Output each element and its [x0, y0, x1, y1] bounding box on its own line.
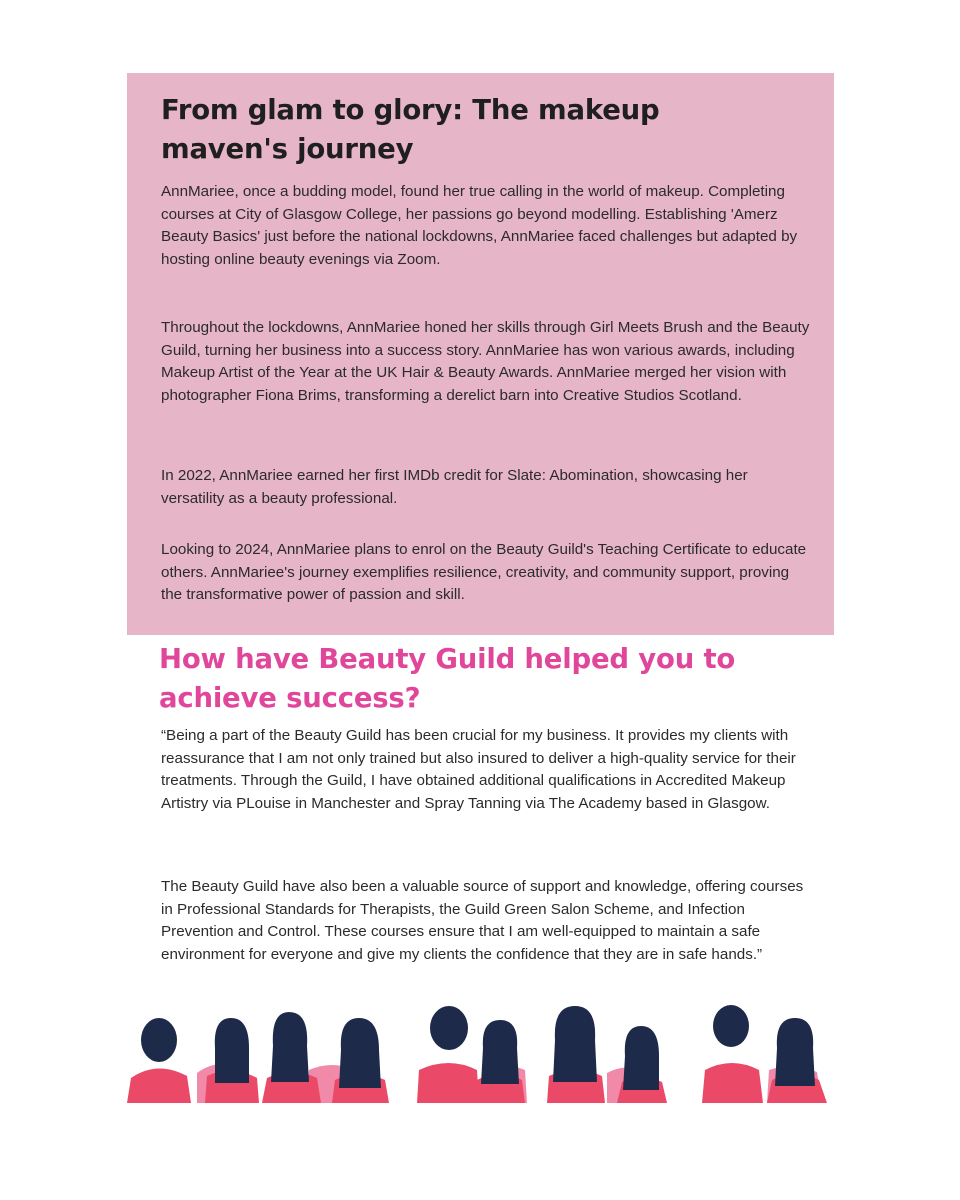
journey-paragraph-4: Looking to 2024, AnnMariee plans to enrol on the Beauty Guild's Teaching Certificate to educate others. AnnMariee's journey exemplifies resilience, creativity, and community support, proving the transformative power of passion and skill.	[161, 541, 807, 604]
journey-paragraph-1: AnnMariee, once a budding model, found her true calling in the world of makeup. Completing courses at City of Glasgow College, her passions go beyond modelling. Establishing 'Amerz Beauty Basics' just before the national lockdowns, AnnMariee faced challenges but adapted by hosting online beauty evenings via Zoom.	[161, 183, 798, 268]
guild-quote-paragraph-1: “Being a part of the Beauty Guild has been crucial for my business. It provides my clients with reassurance that I am not only trained but also insured to deliver a high-quality service for their treatments. Through the Guild, I have obtained additional qualifications in Accredited Makeup Artistry via PLouise in Manchester and Spray Tanning via The Academy based in Glasgow.	[161, 727, 796, 812]
guild-quote-paragraph-2: The Beauty Guild have also been a valuable source of support and knowledge, offering courses in Professional Standards for Therapists, the Guild Green Salon Scheme, and Infection Prevention and Control. These courses ensure that I am well-equipped to maintain a safe environment for everyone and give my clients the confidence that they are in safe hands.”	[161, 878, 804, 963]
section-title-guild: How have Beauty Guild helped you to achieve success?	[159, 643, 736, 714]
journey-paragraph-2: Throughout the lockdowns, AnnMariee honed her skills through Girl Meets Brush and the Beauty Guild, turning her business into a success story. AnnMariee has won various awards, including Makeup Artist of the Year at the UK Hair & Beauty Awards. AnnMariee merged her vision with photographer Fiona Brims, transforming a derelict barn into Creative Studios Scotland.	[161, 319, 810, 404]
feature-panel	[127, 73, 834, 635]
group-of-people-icon	[127, 998, 834, 1103]
journey-paragraph-3: In 2022, AnnMariee earned her first IMDb credit for Slate: Abomination, showcasing her versatility as a beauty professional.	[161, 467, 748, 507]
section-title-journey: From glam to glory: The makeup maven's journey	[161, 94, 660, 165]
magazine-page	[127, 73, 834, 1103]
